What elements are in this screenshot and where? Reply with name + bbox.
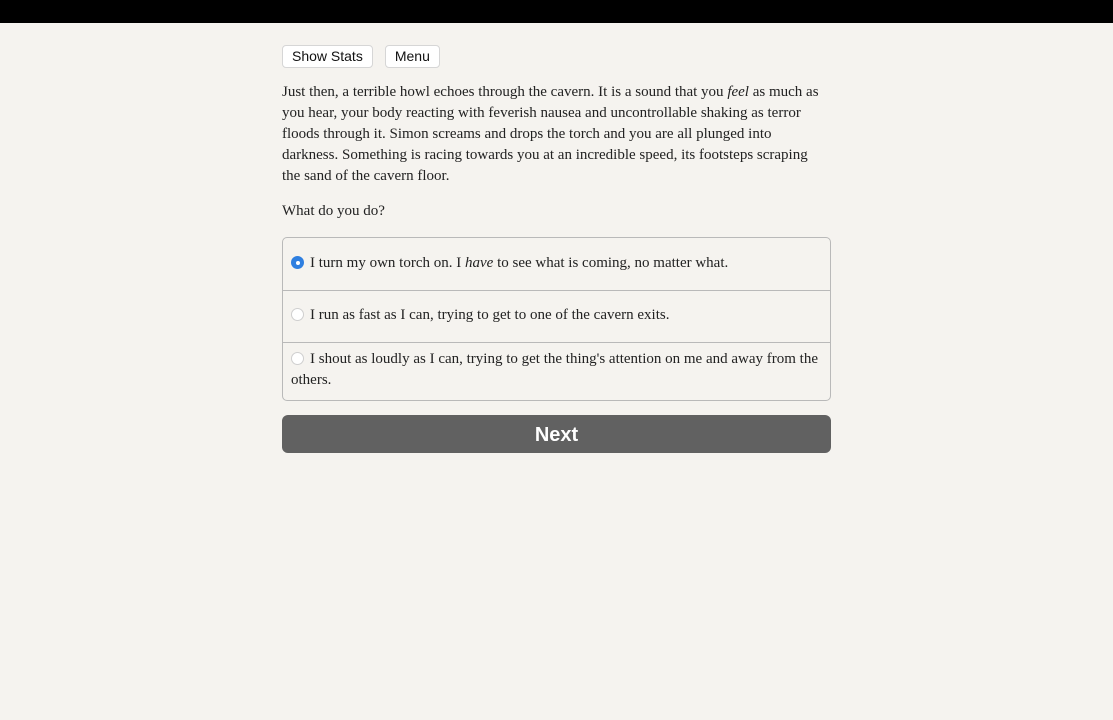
passage-text-2: as much as you hear, your body reacting with feverish nausea and uncontrollable shaking as terror floods through it. Simon screams and drops the torch and you are all plunged into darkness. Something is racing towards you at an incredible speed, its footsteps scraping the sand of the cavern floor. — [282, 84, 819, 184]
choice-prompt: What do you do? — [282, 203, 385, 219]
toolbar — [282, 45, 831, 68]
show-stats-button[interactable]: Show Stats — [282, 45, 373, 68]
choice-1-text-before: I turn my own torch on. I — [310, 255, 465, 271]
passage-emphasis: feel — [727, 84, 749, 100]
choice-2-text: I run as fast as I can, trying to get to one of the cavern exits. — [310, 307, 670, 323]
choice-option-2[interactable] — [283, 290, 830, 342]
choice-list — [282, 237, 831, 401]
choice-1-emphasis: have — [464, 255, 494, 271]
radio-selected-icon[interactable] — [291, 256, 304, 269]
story-passage — [282, 82, 822, 187]
menu-button[interactable]: Menu — [385, 45, 440, 68]
choice-option-3[interactable] — [283, 342, 830, 400]
top-bar — [0, 0, 1113, 23]
passage-text-1: Just then, a terrible howl echoes through the cavern. It is a sound that you — [282, 84, 728, 100]
next-button[interactable]: Next — [282, 415, 831, 453]
radio-unselected-icon[interactable] — [291, 308, 304, 321]
choice-3-text: I shout as loudly as I can, trying to get the thing's attention on me and away from the others. — [291, 351, 819, 388]
choice-1-text-after: to see what is coming, no matter what. — [493, 255, 729, 271]
radio-unselected-icon[interactable] — [291, 352, 304, 365]
game-container — [282, 45, 831, 453]
choice-option-1[interactable] — [283, 238, 830, 290]
